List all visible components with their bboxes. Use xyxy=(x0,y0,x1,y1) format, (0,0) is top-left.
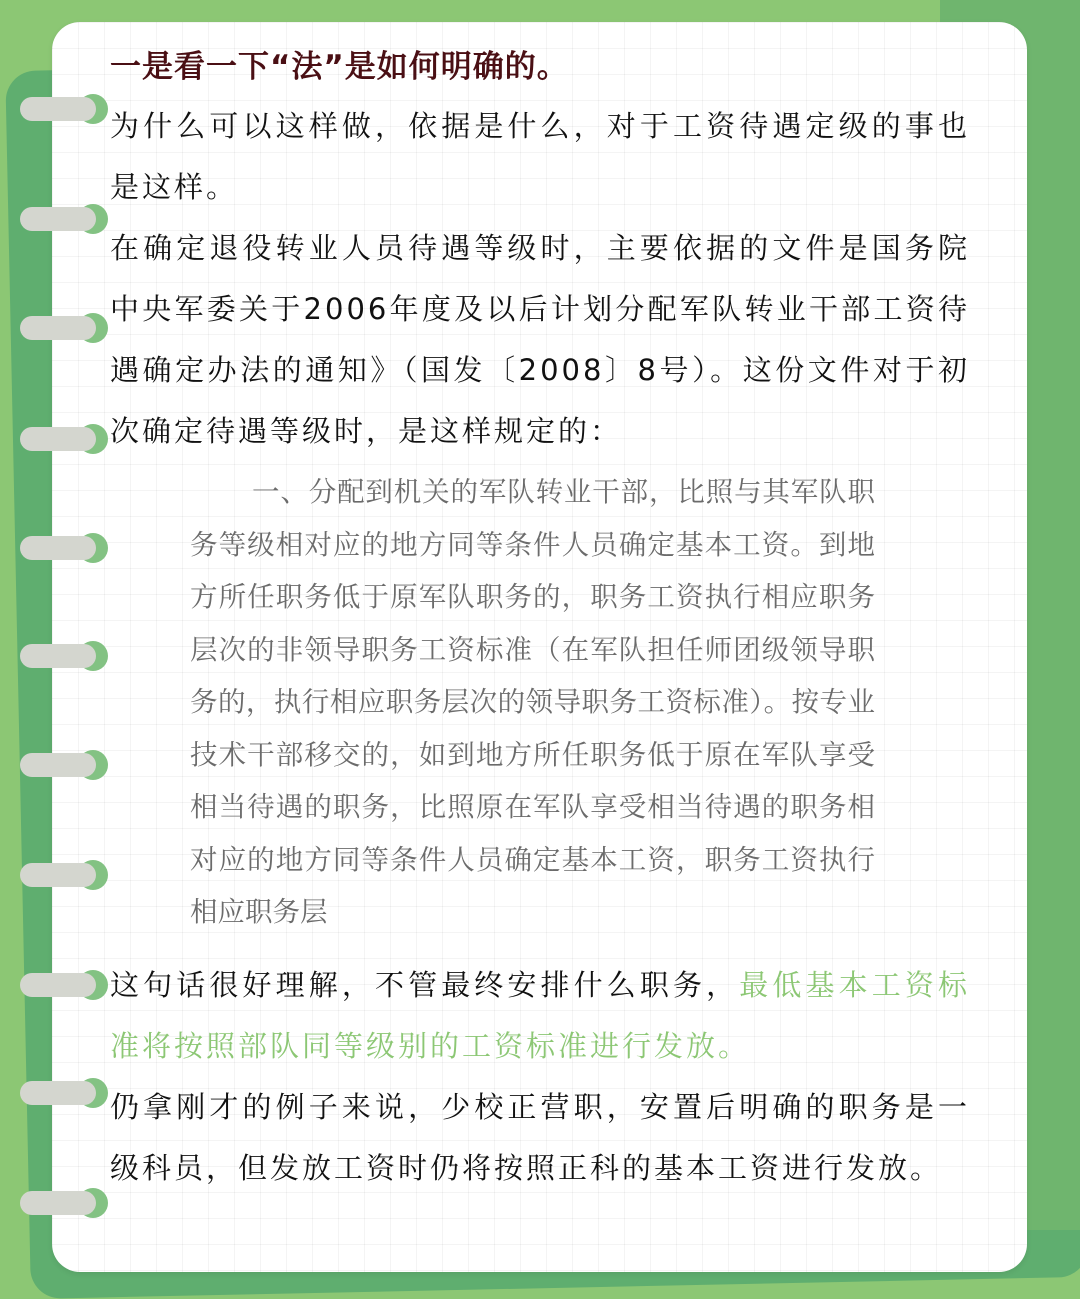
binder-ring xyxy=(20,94,108,124)
explanation-paragraph xyxy=(110,955,970,1077)
section-heading: 一是看一下“法”是如何明确的。 xyxy=(110,49,569,85)
binder-ring xyxy=(20,424,108,454)
binder-ring xyxy=(20,204,108,234)
intro-paragraph: 为什么可以这样做，依据是什么，对于工资待遇定级的事也是这样。 xyxy=(110,109,970,204)
binder-ring xyxy=(20,860,108,890)
quoted-regulation: 一、分配到机关的军队转业干部，比照与其军队职务等级相对应的地方同等条件人员确定基本工资。到地方所任职务低于原军队职务的，职务工资执行相应职务层次的非领导职务工资标准（在军队担任师团级领导职务的，执行相应职务层次的领导职务工资标准）。按专业技术干部移交的，如到地方所任职务低于原在军队享受相当待遇的职务，比照原在军队享受相当待遇的职务相对应的地方同等条件人员确定基本工资，职务工资执行相应职务层 xyxy=(190,476,875,928)
binder-ring xyxy=(20,313,108,343)
binder-ring xyxy=(20,750,108,780)
document-paragraph: 在确定退役转业人员待遇等级时，主要依据的文件是国务院 中央军委关于2006年度及以后计划分配军队转业干部工资待遇确定办法的通知》（国发〔2008〕8号）。这份文件对于初次确定待遇等级时，是这样规定的： xyxy=(110,231,970,448)
example-paragraph: 仍拿刚才的例子来说，少校正营职，安置后明确的职务是一级科员，但发放工资时仍将按照正科的基本工资进行发放。 xyxy=(110,1089,970,1185)
binder-ring xyxy=(20,1188,108,1218)
binder-ring xyxy=(20,1078,108,1108)
binder-ring xyxy=(20,641,108,671)
binder-ring xyxy=(20,533,108,563)
highlight-text: 最低基本工资标准将按照部队同等级别的工资标准进行发放。 xyxy=(110,967,970,1063)
binder-ring xyxy=(20,970,108,1000)
explanation-text: 这句话很好理解，不管最终安排什么职务， xyxy=(110,967,740,1002)
article-content xyxy=(110,38,970,1199)
